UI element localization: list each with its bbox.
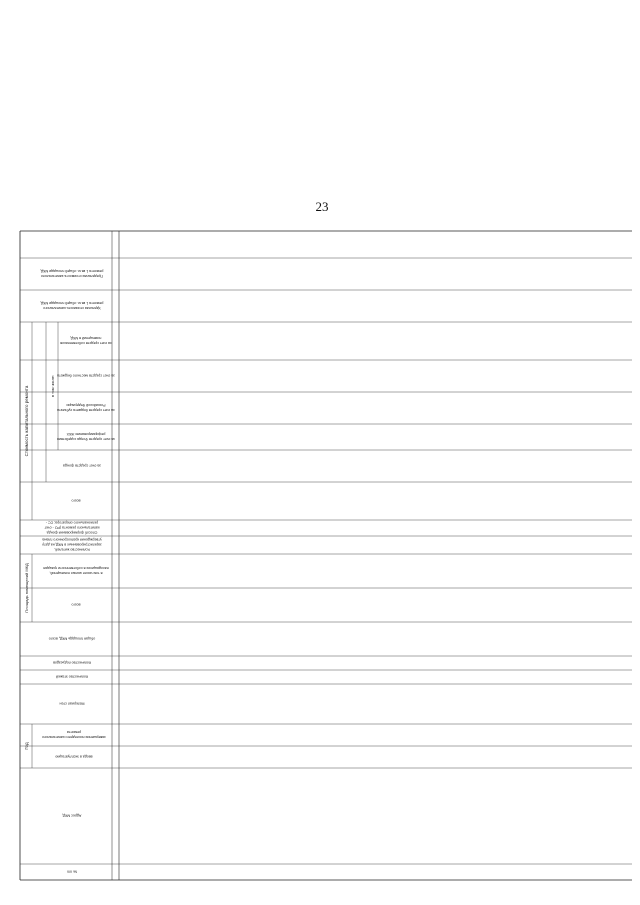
header-col-12: капитального ремонта (РО - счет <box>44 525 100 530</box>
header-col-4: ремонта <box>66 730 82 735</box>
header-col-16: Российской Федерации <box>66 403 106 408</box>
header-col-7: Количество подъездов <box>53 660 91 665</box>
header-col-19: Удельная стоимость капитального <box>43 305 101 310</box>
header-year: Год <box>24 742 29 750</box>
page-number: 23 <box>315 199 329 214</box>
header-col-3: ввода в эксплуатацию <box>55 754 93 759</box>
register-table <box>16 224 636 882</box>
header-col-10: в том числе жилых помещений, <box>49 570 103 575</box>
header-col-16: за счет средств бюджета субъекта <box>57 407 115 412</box>
header-col-15: за счет средств Фонда содействия <box>57 436 115 441</box>
header-col-11: зарегистрированных в МКД на дату <box>42 542 102 547</box>
header-col-2: Адрес МКД <box>62 813 82 818</box>
header-col-18: за счет средств собственников <box>60 340 112 345</box>
header-col-8: общая площадь МКД, всего <box>48 636 96 641</box>
header-col-17: за счет средств местного бюджета <box>57 373 115 378</box>
header-col-6: Количество этажей <box>55 674 89 679</box>
header-premises-area: Площадь помещений МКД <box>24 563 29 613</box>
header-col-19: ремонта 1 кв.м. общей площади МКД <box>40 301 104 306</box>
header-col-12: регионального оператора; СС - <box>45 520 99 525</box>
header-col-20: ремонта 1 кв.м. общей площади МКД <box>40 269 104 274</box>
header-col-12: Способ формирования фонда <box>46 530 98 535</box>
header-col-11: Количество жителей, <box>54 547 90 552</box>
header-col-5: Материал стен <box>59 701 85 706</box>
header-col-15: реформированию ЖКХ <box>66 432 106 437</box>
header-col-20: Предельная стоимость капитального <box>41 273 103 278</box>
header-col-9: всего <box>71 602 81 607</box>
header-col-13: всего <box>71 498 81 503</box>
header-col-4: завершения последнего капитального <box>42 734 106 739</box>
header-col-10: находящихся в собственности граждан <box>43 566 109 571</box>
header-col-14: за счет средств фонда <box>63 463 101 468</box>
header-col-18: помещений в МКД <box>70 336 102 341</box>
header-col-1: № п/п <box>67 869 77 874</box>
header-cost-including: в том числе: <box>51 375 55 397</box>
header-cost: Стоимость капитального ремонта <box>24 385 29 457</box>
table-rotated-group <box>20 231 632 880</box>
header-col-11: утверждения краткосрочного плана <box>42 537 102 542</box>
rotated-table-sheet <box>16 224 636 882</box>
